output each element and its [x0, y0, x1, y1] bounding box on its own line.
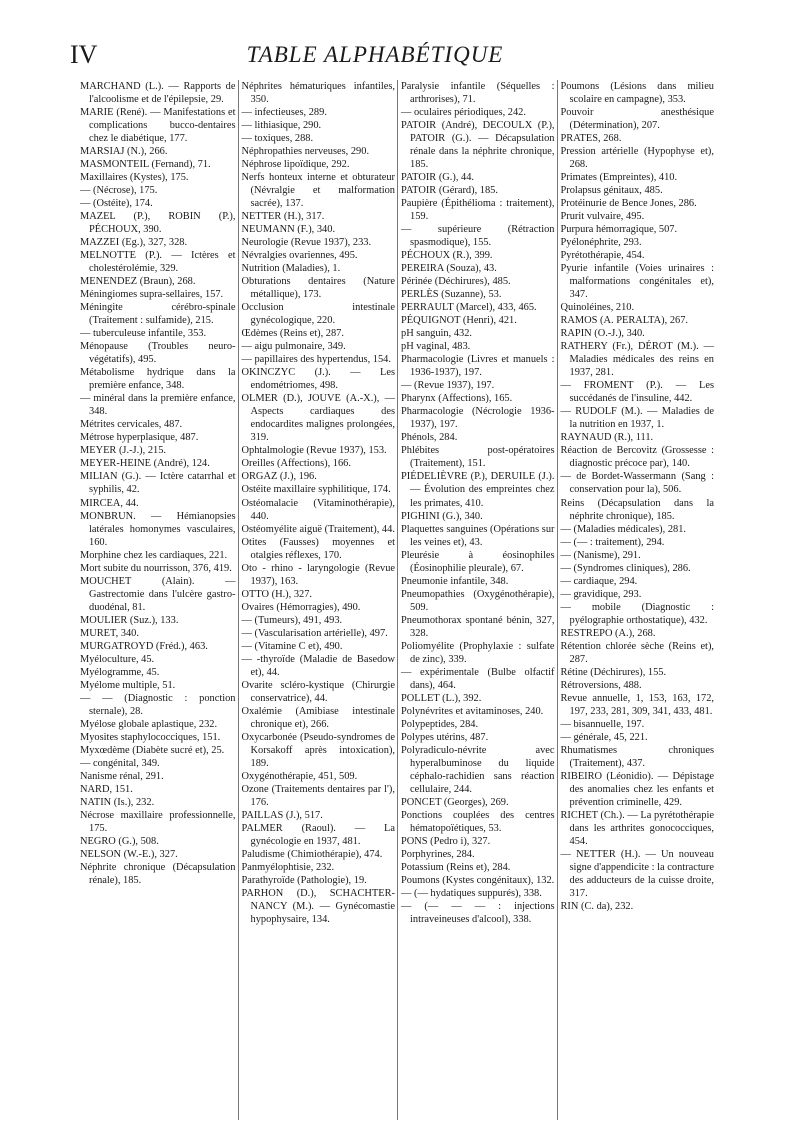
index-entry: Néphrose lipoïdique, 292.	[241, 159, 350, 171]
index-entry: Pyélonéphrite, 293.	[560, 237, 642, 249]
index-entry: Rétroversions, 488.	[560, 679, 642, 691]
index-entry: Nerfs honteux interne et obturateur (Névralgie et malformation sacrée), 137.	[241, 172, 395, 210]
index-entry: Pneumopathies (Oxygénothérapie), 509.	[401, 588, 555, 613]
index-entry: Plaquettes sanguines (Opérations sur les veines et), 43.	[401, 523, 555, 548]
index-entry: PONS (Pedro i), 327.	[401, 835, 491, 847]
index-entry: — (Tumeurs), 491, 493.	[241, 614, 343, 626]
index-entry: Pouvoir anesthésique (Détermination), 207.	[560, 107, 714, 132]
index-entry: PÉQUIGNOT (Henri), 421.	[401, 315, 517, 327]
index-entry: Protéinurie de Bence Jones, 286.	[560, 198, 697, 210]
index-entry: — — (Diagnostic : ponction sternale), 28.	[80, 692, 236, 717]
index-entry: Panmyélophtisie, 232.	[241, 861, 335, 873]
index-entry: — RUDOLF (M.). — Maladies de la nutrition en 1937, 1.	[560, 406, 714, 431]
index-entry: Paupière (Épithélioma : traitement), 159.	[401, 198, 555, 223]
index-entry: — supérieure (Rétraction spasmodique), 155.	[401, 224, 555, 249]
index-entry: MELNOTTE (P.). — Ictères et cholestérolémie, 329.	[80, 250, 236, 275]
index-column-4	[557, 80, 717, 1120]
index-entry: Myélogramme, 45.	[80, 666, 160, 678]
index-entry: — minéral dans la première enfance, 348.	[80, 393, 236, 418]
index-entry: Primates (Empreintes), 410.	[560, 172, 678, 184]
index-entry: Purpura hémorragique, 507.	[560, 224, 678, 236]
index-entry: — (Maladies médicales), 281.	[560, 523, 687, 535]
index-entry: POLLET (L.), 392.	[401, 692, 482, 704]
index-entry: Potassium (Reins et), 284.	[401, 861, 511, 873]
index-entry: Myosites staphylococciques, 151.	[80, 731, 221, 743]
index-entry: — (Nécrose), 175.	[80, 185, 158, 197]
index-entry: RIN (C. da), 232.	[560, 900, 634, 912]
index-entry: Nanisme rénal, 291.	[80, 770, 164, 782]
index-entry: PATOIR (André), DECOULX (P.), PATOIR (G.). — Décapsulation rénale dans la néphrite chronique, 185.	[401, 120, 555, 171]
index-entry: Polynévrites et avitaminoses, 240.	[401, 705, 544, 717]
index-entry: MEYER-HEINE (André), 124.	[80, 458, 210, 470]
index-entry: MOUCHET (Alain). — Gastrectomie dans l'ulcère gastro-duodénal, 81.	[80, 575, 236, 613]
index-entry: Ovaires (Hémorragies), 490.	[241, 601, 361, 613]
index-entry: Pleurésie à éosinophiles (Éosinophilie pleurale), 67.	[401, 549, 555, 574]
index-entry: — (Ostéite), 174.	[80, 198, 153, 210]
index-entry: Prolapsus génitaux, 485.	[560, 185, 663, 197]
index-entry: Mort subite du nourrisson, 376, 419.	[80, 562, 232, 574]
index-entry: MURGATROYD (Fréd.), 463.	[80, 640, 208, 652]
index-entry: Néphropathies nerveuses, 290.	[241, 146, 370, 158]
index-entry: Parathyroïde (Pathologie), 19.	[241, 874, 367, 886]
index-entry: RAYNAUD (R.), 111.	[560, 432, 654, 444]
index-entry: PIGHINI (G.), 340.	[401, 510, 483, 522]
index-entry: — (— hydatiques suppurés), 338.	[401, 887, 542, 899]
index-entry: OTTO (H.), 327.	[241, 588, 313, 600]
index-entry: — oculaires périodiques, 242.	[401, 107, 526, 119]
index-entry: — (— — — : injections intraveineuses d'alcool), 338.	[401, 900, 555, 925]
index-entry: — NETTER (H.). — Un nouveau signe d'appendicite : la contracture des adducteurs de la cuisse droite, 317.	[560, 848, 714, 899]
index-entry: — lithiasique, 290.	[241, 120, 322, 132]
index-columns	[78, 80, 716, 1120]
index-entry: Réaction de Bercovitz (Grossesse : diagnostic précoce par), 140.	[560, 445, 714, 470]
index-entry: RAPIN (O.-J.), 340.	[560, 328, 645, 340]
index-entry: RATHERY (Fr.), DÉROT (M.). — Maladies médicales des reins en 1937, 281.	[560, 341, 714, 379]
index-entry: Métrites cervicales, 487.	[80, 419, 183, 431]
index-entry: Myélome multiple, 51.	[80, 679, 176, 691]
index-entry: Poliomyélite (Prophylaxie : sulfate de zinc), 339.	[401, 640, 555, 665]
index-entry: — congénital, 349.	[80, 757, 160, 769]
index-entry: — cardiaque, 294.	[560, 575, 638, 587]
index-entry: PATOIR (Gérard), 185.	[401, 185, 498, 197]
page-title: TABLE ALPHABÉTIQUE	[246, 42, 504, 67]
index-entry: Pharmacologie (Livres et manuels : 1936-1937), 197.	[401, 354, 555, 379]
index-entry: — (Revue 1937), 197.	[401, 380, 495, 392]
index-entry: PIÉDELIÈVRE (P.), DERUILE (J.). — Évolution des empreintes chez les primates, 410.	[401, 471, 555, 509]
index-entry: Ozone (Traitements dentaires par l'), 176.	[241, 783, 395, 808]
index-entry: Phlébites post-opératoires (Traitement), 151.	[401, 445, 555, 470]
index-entry: Oreilles (Affections), 166.	[241, 458, 351, 470]
index-entry: MARIE (René). — Manifestations et complications bucco-dentaires chez le diabétique, 177.	[80, 107, 236, 145]
index-entry: Nutrition (Maladies), 1.	[241, 263, 341, 275]
index-entry: Rétention chlorée sèche (Reins et), 287.	[560, 640, 714, 665]
index-entry: Quinoléines, 210.	[560, 302, 635, 314]
index-entry: Obturations dentaires (Nature métallique), 173.	[241, 276, 395, 301]
index-entry: MARCHAND (L.). — Rapports de l'alcoolisme et de l'épilepsie, 29.	[80, 81, 236, 106]
index-entry: RAMOS (A. PERALTA), 267.	[560, 315, 689, 327]
page-header	[70, 40, 680, 76]
index-entry: NEUMANN (F.), 340.	[241, 224, 336, 236]
index-entry: MAZEL (P.), ROBIN (P.), PÉCHOUX, 390.	[80, 211, 236, 236]
index-entry: NARD, 151.	[80, 783, 133, 795]
index-entry: Ovarite scléro-kystique (Chirurgie conservatrice), 44.	[241, 679, 395, 704]
index-entry: — tuberculeuse infantile, 353.	[80, 328, 207, 340]
index-entry: — générale, 45, 221.	[560, 731, 648, 743]
index-entry: Ménopause (Troubles neuro-végétatifs), 495.	[80, 341, 236, 366]
index-entry: Ostéomyélite aiguë (Traitement), 44.	[241, 523, 395, 535]
index-entry: — (— : traitement), 294.	[560, 536, 665, 548]
index-entry: NELSON (W.-E.), 327.	[80, 848, 178, 860]
index-entry: Myéloculture, 45.	[80, 653, 155, 665]
index-entry: Pyurie infantile (Voies urinaires : malformations congénitales et), 347.	[560, 263, 714, 301]
index-entry: — infectieuses, 289.	[241, 107, 327, 119]
index-entry: Porphyrines, 284.	[401, 848, 475, 860]
index-entry: RIBEIRO (Léonidio). — Dépistage des anomalies chez les enfants et prévention criminelle, 429.	[560, 770, 714, 808]
index-entry: PARHON (D.), SCHACHTER-NANCY (M.). — Gynécomastie hypophysaire, 134.	[241, 887, 395, 925]
index-entry: Oxalémie (Amibiase intestinale chronique et), 266.	[241, 705, 395, 730]
index-entry: OLMER (D.), JOUVE (A.-X.), — Aspects cardiaques des endocardites malignes prolongées, 319.	[241, 393, 395, 444]
index-entry: Maxillaires (Kystes), 175.	[80, 172, 189, 184]
index-entry: PERRAULT (Marcel), 433, 465.	[401, 302, 537, 314]
index-entry: — (Syndromes cliniques), 286.	[560, 562, 691, 574]
index-entry: — gravidique, 293.	[560, 588, 642, 600]
index-entry: Ponctions couplées des centres hématopoïétiques, 53.	[401, 809, 555, 834]
index-entry: Œdèmes (Reins et), 287.	[241, 328, 344, 340]
index-column-3	[397, 80, 557, 1120]
index-entry: Néphrite chronique (Décapsulation rénale), 185.	[80, 861, 236, 886]
index-entry: Reins (Décapsulation dans la néphrite chronique), 185.	[560, 497, 714, 522]
index-entry: Méningiomes supra-sellaires, 157.	[80, 289, 224, 301]
index-entry: — FROMENT (P.). — Les succédanés de l'insuline, 442.	[560, 380, 714, 405]
index-entry: MILIAN (G.). — Ictère catarrhal et syphilis, 42.	[80, 471, 236, 496]
index-entry: Pharynx (Affections), 165.	[401, 393, 513, 405]
index-entry: — aigu pulmonaire, 349.	[241, 341, 346, 353]
index-entry: MENENDEZ (Braun), 268.	[80, 276, 196, 288]
index-entry: Otites (Fausses) moyennes et otalgies réflexes, 170.	[241, 536, 395, 561]
index-entry: Pharmacologie (Nécrologie 1936-1937), 197.	[401, 406, 555, 431]
index-entry: — expérimentale (Bulbe olfactif dans), 464.	[401, 666, 555, 691]
index-entry: Pneumonie infantile, 348.	[401, 575, 509, 587]
index-entry: — (Vascularisation artérielle), 497.	[241, 627, 388, 639]
index-entry: Métabolisme hydrique dans la première enfance, 348.	[80, 367, 236, 392]
index-entry: — toxiques, 288.	[241, 133, 314, 145]
index-entry: Morphine chez les cardiaques, 221.	[80, 549, 228, 561]
index-entry: Pyrétothérapie, 454.	[560, 250, 645, 262]
index-entry: PAILLAS (J.), 517.	[241, 809, 323, 821]
index-entry: MASMONTEIL (Fernand), 71.	[80, 159, 211, 171]
index-entry: Oxycarbonée (Pseudo-syndromes de Korsakoff après intoxication), 189.	[241, 731, 395, 769]
index-entry: Pression artérielle (Hypophyse et), 268.	[560, 146, 714, 171]
page-number: IV	[70, 40, 98, 69]
index-entry: Neurologie (Revue 1937), 233.	[241, 237, 372, 249]
index-entry: Revue annuelle, 1, 153, 163, 172, 197, 233, 281, 309, 341, 433, 481.	[560, 692, 714, 717]
index-entry: PÉCHOUX (R.), 399.	[401, 250, 493, 262]
index-entry: Ostéite maxillaire syphilitique, 174.	[241, 484, 391, 496]
index-entry: RICHET (Ch.). — La pyrétothérapie dans les arthrites gonococciques, 454.	[560, 809, 714, 847]
index-entry: Myélose globale aplastique, 232.	[80, 718, 218, 730]
index-entry: Névralgies ovariennes, 495.	[241, 250, 358, 262]
index-entry: NATIN (Is.), 232.	[80, 796, 155, 808]
index-entry: Nécrose maxillaire professionnelle, 175.	[80, 809, 236, 834]
index-entry: — (Vitamine C et), 490.	[241, 640, 343, 652]
index-entry: pH vaginal, 483.	[401, 341, 471, 353]
index-entry: pH sanguin, 432.	[401, 328, 472, 340]
index-entry: PATOIR (G.), 44.	[401, 172, 475, 184]
index-entry: Polyradiculo-névrite avec hyperalbuminose du liquide céphalo-rachidien sans réaction cellulaire, 244.	[401, 744, 555, 795]
index-entry: NEGRO (G.), 508.	[80, 835, 159, 847]
index-entry: MARSIAJ (N.), 266.	[80, 146, 168, 158]
index-column-2	[238, 80, 398, 1120]
index-entry: Polypeptides, 284.	[401, 718, 479, 730]
index-entry: PEREIRA (Souza), 43.	[401, 263, 497, 275]
index-entry: MEYER (J.-J.), 215.	[80, 445, 167, 457]
index-entry: Pneumothorax spontané bénin, 327, 328.	[401, 614, 555, 639]
index-entry: Ostéomalacie (Vitaminothérapie), 440.	[241, 497, 395, 522]
index-entry: RESTREPO (A.), 268.	[560, 627, 656, 639]
index-entry: Phénols, 284.	[401, 432, 458, 444]
index-entry: MURET, 340.	[80, 627, 139, 639]
index-column-1	[78, 80, 238, 1120]
index-entry: MAZZEI (Eg.), 327, 328.	[80, 237, 188, 249]
index-entry: Poumons (Kystes congénitaux), 132.	[401, 874, 555, 886]
index-entry: Myxœdème (Diabète sucré et), 25.	[80, 744, 225, 756]
index-entry: NETTER (H.), 317.	[241, 211, 325, 223]
index-entry: Métrose hyperplasique, 487.	[80, 432, 199, 444]
index-entry: Paludisme (Chimiothérapie), 474.	[241, 848, 383, 860]
index-entry: Oto - rhino - laryngologie (Revue 1937), 163.	[241, 562, 395, 587]
index-entry: PRATES, 268.	[560, 133, 622, 145]
index-entry: — papillaires des hypertendus, 154.	[241, 354, 391, 366]
index-entry: MIRCEA, 44.	[80, 497, 139, 509]
index-entry: Rétine (Déchirures), 155.	[560, 666, 667, 678]
index-entry: Périnée (Déchirures), 485.	[401, 276, 511, 288]
index-entry: — de Bordet-Wassermann (Sang : conservation pour la), 506.	[560, 471, 714, 496]
index-entry: — (Nanisme), 291.	[560, 549, 641, 561]
index-entry: Méningite cérébro-spinale (Traitement : sulfamide), 215.	[80, 302, 236, 327]
index-entry: Poumons (Lésions dans milieu scolaire en campagne), 353.	[560, 81, 714, 106]
index-entry: MONBRUN. — Hémianopsies latérales homonymes vasculaires, 160.	[80, 510, 236, 548]
index-entry: PONCET (Georges), 269.	[401, 796, 509, 808]
index-entry: PERLÈS (Suzanne), 53.	[401, 289, 502, 301]
index-entry: Ophtalmologie (Revue 1937), 153.	[241, 445, 387, 457]
index-entry: ORGAZ (J.), 196.	[241, 471, 317, 483]
index-entry: OKINCZYC (J.). — Les endométriomes, 498.	[241, 367, 395, 392]
index-entry: Paralysie infantile (Séquelles : arthrorises), 71.	[401, 81, 555, 106]
index-entry: Occlusion intestinale gynécologique, 220.	[241, 302, 395, 327]
index-entry: — mobile (Diagnostic : pyélographie orthostatique), 432.	[560, 601, 714, 626]
index-entry: — bisannuelle, 197.	[560, 718, 645, 730]
index-entry: — -thyroïde (Maladie de Basedow et), 44.	[241, 653, 395, 678]
index-entry: PALMER (Raoul). — La gynécologie en 1937, 481.	[241, 822, 395, 847]
index-entry: Néphrites hématuriques infantiles, 350.	[241, 81, 395, 106]
index-entry: MOULIER (Suz.), 133.	[80, 614, 179, 626]
index-entry: Oxygénothérapie, 451, 509.	[241, 770, 358, 782]
index-entry: Rhumatismes chroniques (Traitement), 437.	[560, 744, 714, 769]
index-entry: Prurit vulvaire, 495.	[560, 211, 645, 223]
index-entry: Polypes utérins, 487.	[401, 731, 489, 743]
